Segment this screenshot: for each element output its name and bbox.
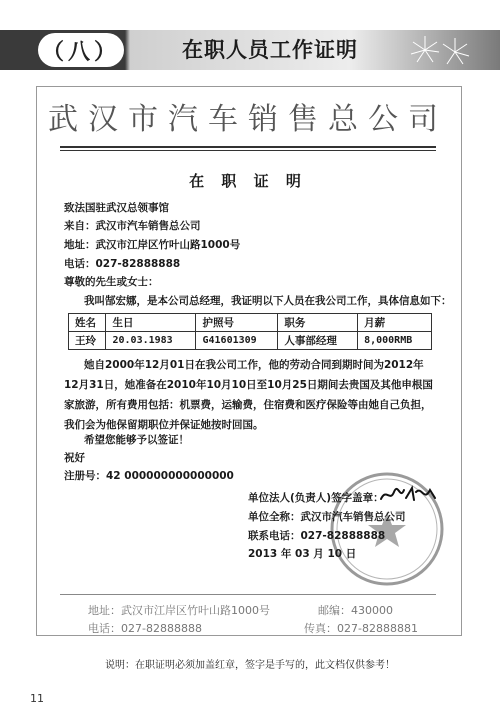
cell-salary: 8,000RMB	[358, 332, 432, 350]
letterhead-rule-thin	[60, 150, 436, 151]
hope-line: 希望您能够予以签证！	[84, 434, 189, 446]
page-number: 11	[30, 692, 44, 705]
chapter-tag: （八）	[38, 33, 124, 67]
salutation: 尊敬的先生或女士：	[64, 276, 159, 288]
sender-address: 地址：武汉市江岸区竹叶山路1000号	[64, 239, 241, 251]
cell-passport: G41601309	[196, 332, 278, 350]
handwritten-signature	[378, 484, 438, 506]
letterhead-company: 武汉市汽车销售总公司	[48, 102, 448, 137]
header-birthday: 生日	[106, 314, 196, 332]
cell-birthday: 20.03.1983	[106, 332, 196, 350]
sender-phone: 电话：027-82888888	[64, 258, 181, 270]
footer-fax: 传真：027-82888881	[304, 622, 418, 635]
header-position: 职务	[278, 314, 358, 332]
signature-label: 单位法人(负责人)签字盖章：	[248, 492, 384, 504]
cell-name: 王玲	[69, 332, 106, 350]
footer-phone: 电话：027-82888888	[88, 622, 202, 635]
sender: 来自：武汉市汽车销售总公司	[64, 220, 201, 232]
header-salary: 月薪	[358, 314, 432, 332]
footer-postcode: 邮编：430000	[318, 604, 393, 617]
header-title: 在职人员工作证明	[182, 38, 358, 62]
footer-address: 地址：武汉市江岸区竹叶山路1000号	[88, 604, 270, 617]
cell-position: 人事部经理	[278, 332, 358, 350]
company-full-name: 单位全称：武汉市汽车销售总公司	[248, 511, 406, 523]
table-row	[69, 332, 432, 350]
table-header-row	[69, 314, 432, 332]
letter-title: 在 职 证 明	[189, 172, 307, 190]
body-paragraph: 她自2000年12月01日在我公司工作，他的劳动合同到期时间为2012年12月31日，她准备在2010年10月10日至10月25日期间去贵国及其他申根国家旅游，所有费用包括：机票费，运输费，住宿费和医疗保险等由她自己负担，我们会为他保留期职位并保证她按时回国。	[64, 359, 433, 431]
closing: 祝好	[64, 452, 85, 464]
company-contact: 联系电话：027-82888888	[248, 530, 386, 542]
intro-paragraph: 我叫郜宏娜，是本公司总经理，我证明以下人员在我公司工作，具体信息如下：	[84, 295, 452, 307]
footer-rule	[60, 594, 436, 595]
registration-number: 注册号：42 000000000000000	[64, 470, 234, 482]
usage-note: 说明：在职证明必须加盖红章，签字是手写的，此文档仅供参考！	[105, 660, 395, 671]
fireworks-icon	[405, 32, 475, 68]
employee-info-table	[68, 313, 432, 350]
letterhead-rule	[60, 146, 436, 148]
header-passport: 护照号	[196, 314, 278, 332]
recipient: 致法国驻武汉总领事馆	[64, 202, 169, 214]
header-name: 姓名	[69, 314, 106, 332]
letter-date: 2013 年 03 月 10 日	[248, 548, 357, 560]
